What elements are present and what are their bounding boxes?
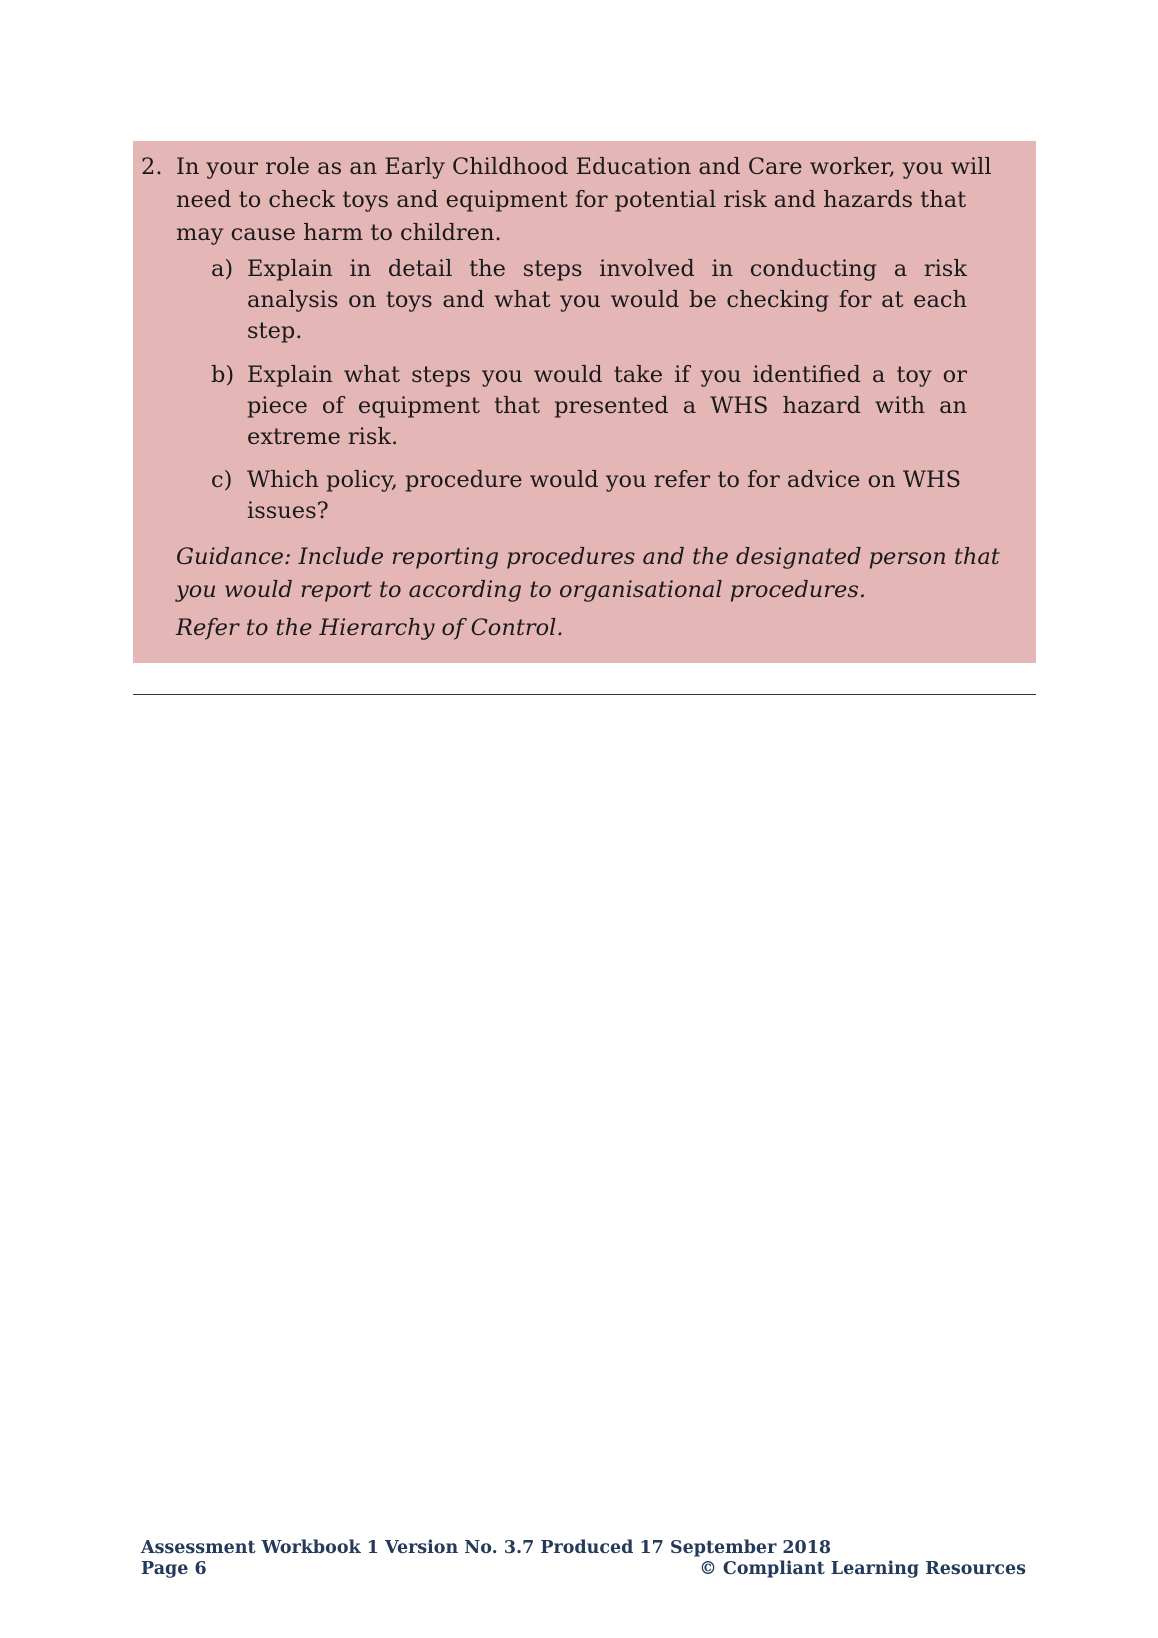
question-box: [133, 141, 1036, 663]
sub-question-letter: c): [211, 467, 233, 493]
question-number: 2.: [141, 154, 163, 180]
sub-question-letter: b): [211, 362, 235, 388]
footer-copyright: © Compliant Learning Resources: [699, 1559, 1026, 1579]
sub-question-letter: a): [211, 256, 234, 282]
sub-question-text: Explain in detail the steps involved in conducting a risk analysis on toys and what you would be checking for at each step.: [247, 256, 967, 344]
hierarchy-note: Refer to the Hierarchy of Control.: [176, 615, 564, 641]
sub-question-text: Explain what steps you would take if you identified a toy or piece of equipment that presented a WHS hazard with an extreme risk.: [247, 362, 967, 450]
question-text: In your role as an Early Childhood Education and Care worker, you will need to check toys and equipment for potential risk and hazards that may cause harm to children.: [176, 154, 992, 246]
footer-version: Assessment Workbook 1 Version No. 3.7 Produced 17 September 2018: [141, 1538, 832, 1558]
answer-line[interactable]: [133, 694, 1036, 695]
footer-page-number: Page 6: [141, 1559, 207, 1579]
guidance-text: Guidance: Include reporting procedures and the designated person that you would report to according to organisational procedures.: [176, 544, 1000, 603]
page-footer: [141, 1538, 1026, 1580]
sub-question-text: Which policy, procedure would you refer to for advice on WHS issues?: [247, 467, 962, 524]
